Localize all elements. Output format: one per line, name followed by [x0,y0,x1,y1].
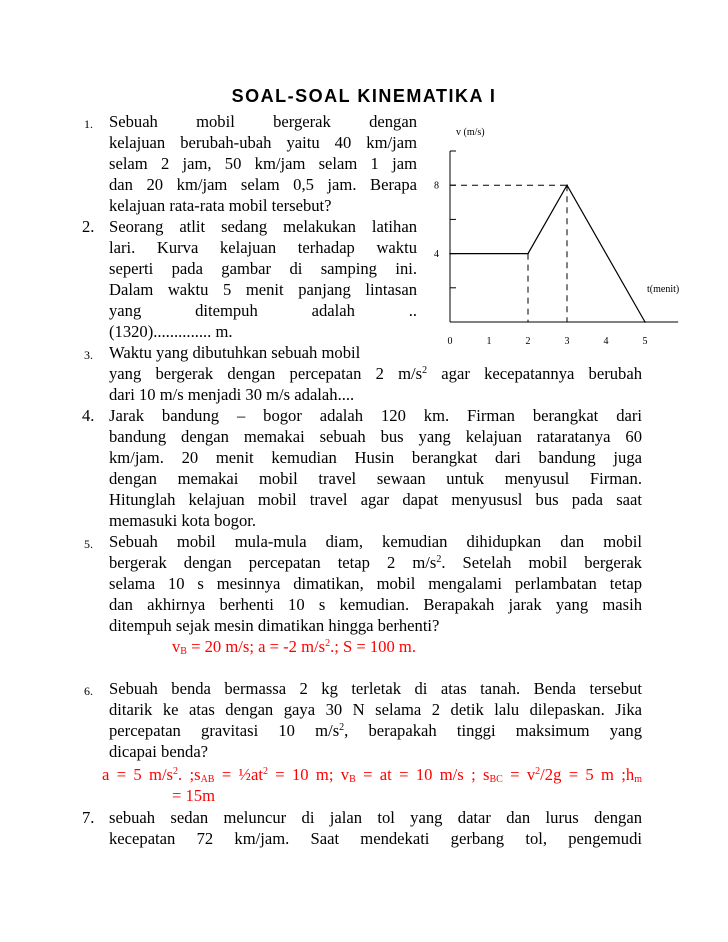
q6-line-3-text-a: percepatan gravitasi 10 m/s [109,721,340,740]
x-tick-label: 2 [525,336,531,347]
y-ticks [434,151,456,288]
q3-number: 3. [84,348,93,362]
x-tick-label: 0 [447,336,453,347]
q5-answer-v: v [172,637,181,656]
q3-line-2-text-a: yang bergerak dengan percepatan 2 m/s [109,364,423,383]
q6-answer-p6: = v [502,765,536,784]
q5-line-2-text-a: bergerak dengan percepatan tetap 2 m/s [109,553,437,572]
q6-answer-p5: = at = 10 m/s ; s [355,765,490,784]
q5-number: 5. [84,537,93,551]
q6-answer-p3: = ½at [214,765,263,784]
x-tick-label: 5 [642,336,648,347]
q6-number: 6. [84,684,93,698]
q5-line-4: dan akhirnya berhenti 10 s kemudian. Berapakah jarak yang masih [109,595,642,614]
q6-answer-p5-subscript: BC [489,774,503,785]
q6-line-3-superscript: 2 [339,722,345,733]
q6-answer-p4-subscript: B [349,774,356,785]
q5-line-5: ditempuh sejak mesin dimatikan hingga berhenti? [109,616,440,635]
q4-number: 4. [82,406,95,425]
y-tick-label: 4 [434,249,439,261]
velocity-series-line [450,185,645,322]
q5-answer-text-end: .; S = 100 m. [330,637,416,656]
q6-answer-p6-superscript: 2 [535,766,541,777]
data-point [449,253,451,255]
q6-answer-p2: . ;s [178,765,201,784]
q1-line-5: kelajuan rata-rata mobil tersebut? [109,196,332,215]
q2-line-1: Seorang atlit sedang melakukan latihan [109,217,417,236]
q2-line-2: lari. Kurva kelajuan terhadap waktu [109,238,417,257]
q6-line-2: ditarik ke atas dengan gaya 30 N selama 2 detik lalu dilepaskan. Jika [109,700,642,719]
q2-number: 2. [82,217,95,236]
q5-line-1: Sebuah mobil mula-mula diam, kemudian dihidupkan dan mobil [109,532,642,551]
q6-answer-p4: = 10 m; v [267,765,350,784]
q6-answer-p3-superscript: 2 [262,766,268,777]
q1-number: 1. [84,117,93,131]
q4-line-2: bandung dengan memakai sebuah bus yang kelajuan rataratanya 60 [109,427,642,446]
q1-line-1: Sebuah mobil bergerak dengan [109,112,417,131]
q6-line-1: Sebuah benda bermassa 2 kg terletak di atas tanah. Benda tersebut [109,679,642,698]
q3-line-3: dari 10 m/s menjadi 30 m/s adalah.... [109,385,355,404]
q5-line-3: selama 10 s mesinnya dimatikan, mobil mengalami perlambatan tetap [109,574,642,593]
page-title: SOAL-SOAL KINEMATIKA I [231,86,497,106]
q2-line-5: yang ditempuh adalah .. [109,301,417,320]
x-axis-label: t(menit) [647,284,680,295]
q6-answer-p1: a = 5 m/s [102,765,174,784]
q1-line-4: dan 20 km/jam selam 0,5 jam. Berapa [109,175,417,194]
q4-line-3: km/jam. 20 menit kemudian Husin berangkat dari bandung juga [109,448,642,467]
q6-answer-p7: /2g = 5 m ;h [540,765,635,784]
q6-line-3-text-b: , berapakah tinggi maksimum yang [344,721,642,740]
q7-number: 7. [82,808,95,827]
data-point [644,321,646,323]
x-tick-labels [448,336,648,347]
q5-answer-v-subscript: B [180,646,187,657]
q6-answer-p1-superscript: 2 [173,766,179,777]
q1-line-3: selam 2 jam, 50 km/jam selam 1 jam [109,154,417,173]
q3-line-2-text-b: agar kecepatannya berubah [427,364,643,383]
y-tick-label: 8 [434,180,439,192]
q2-line-3: seperti pada gambar di samping ini. [109,259,417,278]
q5-line-2-superscript: 2 [436,554,442,565]
q4-line-4: dengan memakai mobil travel sewaan untuk menyusul Firman. [109,469,642,488]
x-tick-label: 1 [486,336,492,347]
q1-line-2: kelajuan berubah-ubah yaitu 40 km/jam [109,133,417,152]
q7-line-2: kecepatan 72 km/jam. Saat mendekati gerbang tol, pengemudi [109,829,642,848]
q6-answer-p2-subscript: AB [200,774,215,785]
q6-answer-p7-subscript: m [634,774,642,785]
q2-line-6: (1320).............. m. [109,322,233,341]
q4-line-6: memasuki kota bogor. [109,511,257,530]
y-axis-label: v (m/s) [456,127,485,138]
data-point [527,253,529,255]
q7-line-1: sebuah sedan meluncur di jalan tol yang datar dan lurus dengan [109,808,642,827]
q5-answer-text-mid: = 20 m/s; a = -2 m/s [186,637,326,656]
q6-answer-line-2: = 15m [172,786,216,805]
q3-line-2-superscript: 2 [422,365,428,376]
q4-line-1: Jarak bandung – bogor adalah 120 km. Firman berangkat dari [109,406,642,425]
data-point [566,184,568,186]
q4-line-5: Hitunglah kelajuan mobil travel agar dapat menyususl bus pada saat [109,490,642,509]
q5-line-2-text-b: . Setelah mobil bergerak [441,553,642,572]
q6-line-4: dicapai benda? [109,742,209,761]
x-tick-label: 3 [564,336,570,347]
q3-line-1: Waktu yang dibutuhkan sebuah mobil [109,343,361,362]
x-tick-label: 4 [603,336,609,347]
q5-answer-superscript: 2 [325,638,331,649]
q2-line-4: Dalam waktu 5 menit panjang lintasan [109,280,417,299]
